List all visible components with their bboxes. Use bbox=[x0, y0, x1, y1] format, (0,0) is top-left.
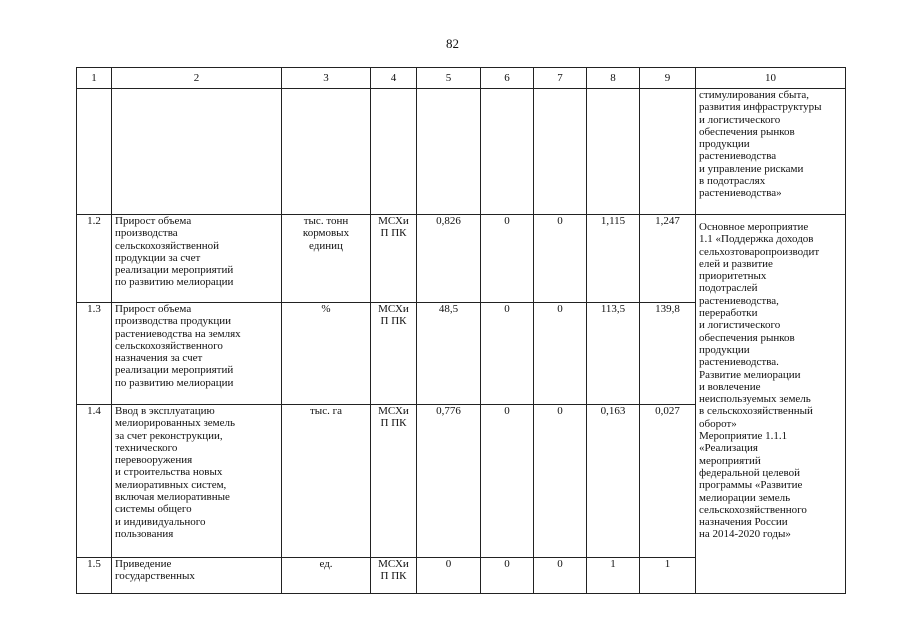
row-number: 1.3 bbox=[77, 303, 112, 405]
value-col8: 113,5 bbox=[587, 303, 640, 405]
empty-cell bbox=[534, 89, 587, 215]
unit-cell: тыс. га bbox=[282, 405, 371, 558]
value-col6: 0 bbox=[481, 215, 534, 303]
header-cell: 7 bbox=[534, 68, 587, 89]
indicator-name: Прирост объема производства продукции растениеводства на землях сельскохозяйственного назначения за счет реализации мероприятий по развитию мелиорации bbox=[112, 303, 282, 405]
empty-cell bbox=[282, 89, 371, 215]
org-cell: МСХи П ПК bbox=[371, 558, 417, 594]
value-col6: 0 bbox=[481, 405, 534, 558]
header-row bbox=[77, 68, 846, 89]
value-col5: 48,5 bbox=[417, 303, 481, 405]
value-col6: 0 bbox=[481, 558, 534, 594]
value-col7: 0 bbox=[534, 405, 587, 558]
value-col7: 0 bbox=[534, 303, 587, 405]
header-cell: 9 bbox=[640, 68, 696, 89]
empty-cell bbox=[640, 89, 696, 215]
header-cell: 5 bbox=[417, 68, 481, 89]
continuation-text: стимулирования сбыта, развития инфраструктуры и логистического обеспечения рынков продукции растениеводства и управление рисками в подотраслях растениеводства» bbox=[696, 89, 846, 215]
org-cell: МСХи П ПК bbox=[371, 303, 417, 405]
value-col9: 1,247 bbox=[640, 215, 696, 303]
indicator-name: Приведение государственных bbox=[112, 558, 282, 594]
row-number: 1.2 bbox=[77, 215, 112, 303]
value-col5: 0 bbox=[417, 558, 481, 594]
unit-cell: тыс. тонн кормовых единиц bbox=[282, 215, 371, 303]
header-cell: 6 bbox=[481, 68, 534, 89]
header-cell: 3 bbox=[282, 68, 371, 89]
value-col5: 0,826 bbox=[417, 215, 481, 303]
empty-cell bbox=[481, 89, 534, 215]
value-col6: 0 bbox=[481, 303, 534, 405]
activity-description: Основное мероприятие 1.1 «Поддержка доходов сельхозтоваропроизводит елей и развитие приоритетных подотраслей растениеводства, переработки и логистического обеспечения рынков продукции растениеводства. Развитие мелиорации и вовлечение неиспользуемых земель в сельскохозяйственный оборот» Мероприятие 1.1.1 «Реализация мероприятий федеральной целевой программы «Развитие мелиорации земель сельскохозяйственного назначения России на 2014-2020 годы» bbox=[696, 215, 846, 594]
value-col9: 139,8 bbox=[640, 303, 696, 405]
empty-cell bbox=[417, 89, 481, 215]
header-cell: 4 bbox=[371, 68, 417, 89]
header-cell: 8 bbox=[587, 68, 640, 89]
value-col8: 1 bbox=[587, 558, 640, 594]
org-cell: МСХи П ПК bbox=[371, 405, 417, 558]
table-row bbox=[77, 215, 846, 303]
continuation-row bbox=[77, 89, 846, 215]
empty-cell bbox=[371, 89, 417, 215]
header-cell: 1 bbox=[77, 68, 112, 89]
unit-cell: ед. bbox=[282, 558, 371, 594]
value-col9: 1 bbox=[640, 558, 696, 594]
header-cell: 10 bbox=[696, 68, 846, 89]
org-cell: МСХи П ПК bbox=[371, 215, 417, 303]
value-col9: 0,027 bbox=[640, 405, 696, 558]
page-number: 82 bbox=[446, 36, 459, 51]
indicator-name: Прирост объема производства сельскохозяйственной продукции за счет реализации мероприятий по развитию мелиорации bbox=[112, 215, 282, 303]
value-col8: 1,115 bbox=[587, 215, 640, 303]
empty-cell bbox=[77, 89, 112, 215]
value-col7: 0 bbox=[534, 215, 587, 303]
value-col5: 0,776 bbox=[417, 405, 481, 558]
indicator-name: Ввод в эксплуатацию мелиорированных земель за счет реконструкции, технического перевооружения и строительства новых мелиоративных систем, включая мелиоративные системы общего и индивидуального пользования bbox=[112, 405, 282, 558]
row-number: 1.4 bbox=[77, 405, 112, 558]
indicators-table bbox=[76, 67, 846, 594]
unit-cell: % bbox=[282, 303, 371, 405]
header-cell: 2 bbox=[112, 68, 282, 89]
empty-cell bbox=[587, 89, 640, 215]
value-col7: 0 bbox=[534, 558, 587, 594]
empty-cell bbox=[112, 89, 282, 215]
value-col8: 0,163 bbox=[587, 405, 640, 558]
row-number: 1.5 bbox=[77, 558, 112, 594]
